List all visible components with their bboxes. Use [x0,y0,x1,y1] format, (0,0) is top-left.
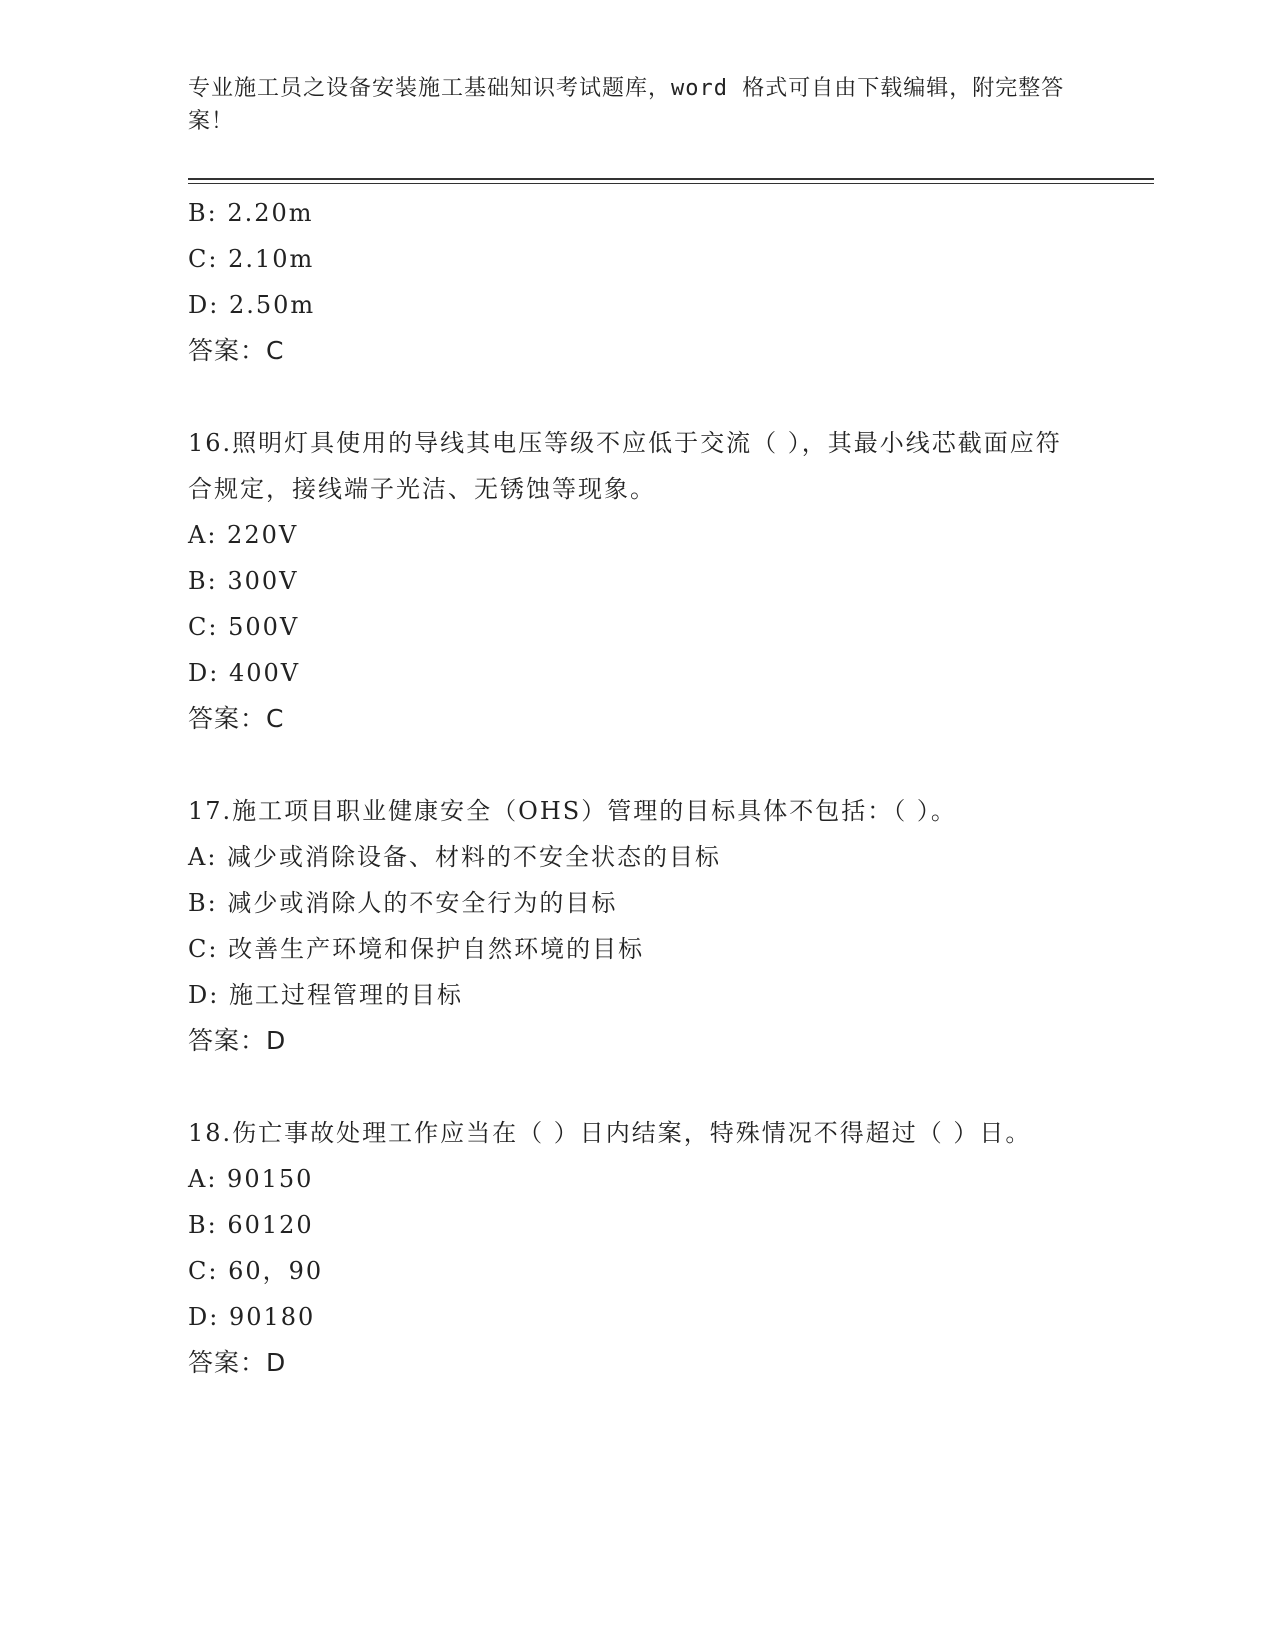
option-d: D: 2.50m [188,291,316,319]
option-b: B: 300V [188,567,299,595]
header-rule-thin [188,183,1154,184]
option-a: A: 220V [188,521,299,549]
answer-line: 答案：C [188,336,285,365]
option-a: A: 90150 [188,1165,314,1193]
option-d: D: 施工过程管理的目标 [188,981,463,1009]
option-b: B: 60120 [188,1211,314,1239]
question-17 [188,788,1068,1064]
option-c: C: 改善生产环境和保护自然环境的目标 [188,935,645,963]
option-d: D: 90180 [188,1303,316,1331]
option-c: C: 500V [188,613,300,641]
spacer [188,374,1068,420]
answer-line: 答案：C [188,704,285,733]
spacer [188,1064,1068,1110]
question-text: 17.施工项目职业健康安全（OHS）管理的目标具体不包括：（ ）。 [188,797,957,825]
option-c: C: 2.10m [188,245,315,273]
question-text: 18.伤亡事故处理工作应当在（ ）日内结案，特殊情况不得超过（ ）日。 [188,1119,1032,1147]
question-16 [188,420,1068,742]
answer-line: 答案：D [188,1348,287,1377]
option-a: A: 减少或消除设备、材料的不安全状态的目标 [188,843,722,871]
option-c: C: 60，90 [188,1257,324,1285]
question-18 [188,1110,1068,1386]
document-header: 专业施工员之设备安装施工基础知识考试题库，word 格式可自由下载编辑，附完整答案！ [188,76,1065,134]
answer-line: 答案：D [188,1026,287,1055]
spacer [188,742,1068,788]
option-b: B: 2.20m [188,199,314,227]
option-b: B: 减少或消除人的不安全行为的目标 [188,889,618,917]
previous-question-block [188,190,1068,374]
option-d: D: 400V [188,659,301,687]
question-text: 16.照明灯具使用的导线其电压等级不应低于交流（ ），其最小线芯截面应符合规定，接线端子光洁、无锈蚀等现象。 [188,429,1062,503]
header-rule-thick [188,178,1154,180]
question-content [188,190,1068,1386]
